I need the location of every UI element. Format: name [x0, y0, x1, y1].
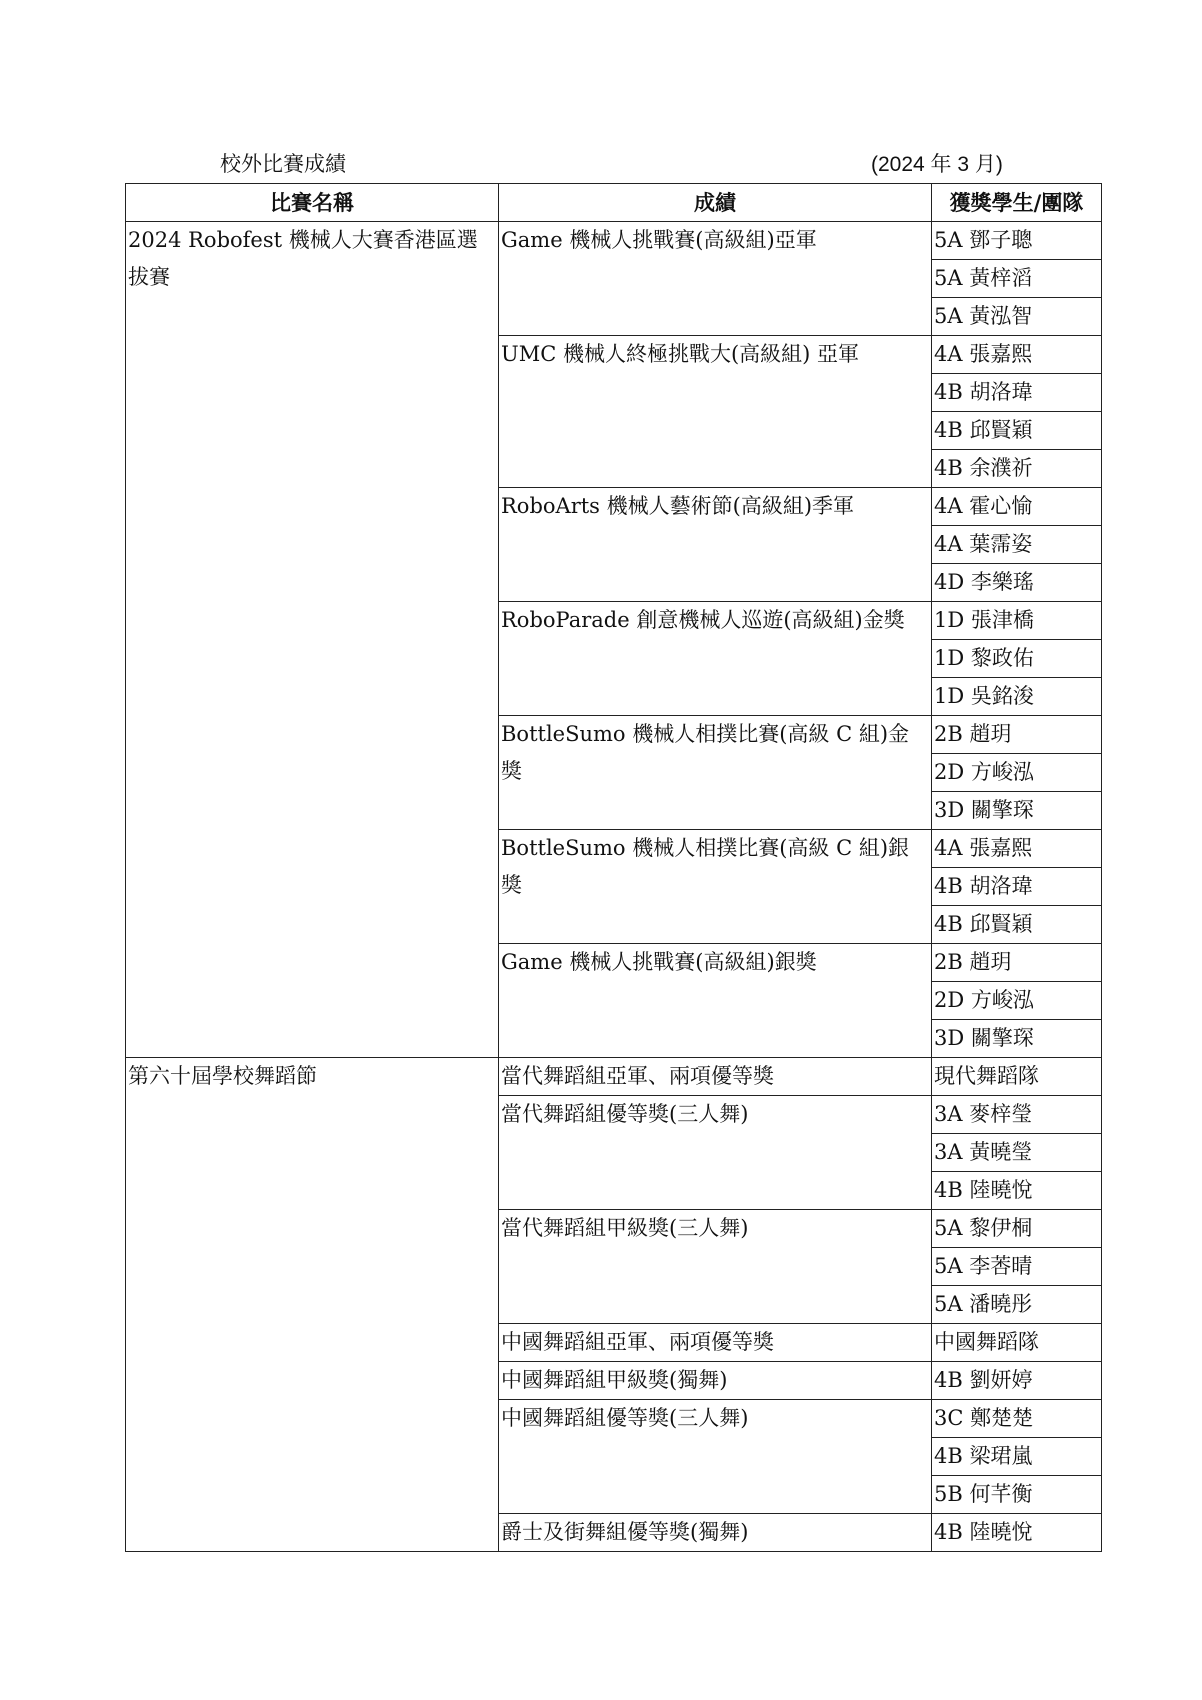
document-date: (2024 年 3 月) [871, 153, 1003, 176]
winner-cell: 3D 關擎琛 [932, 792, 1102, 830]
winner-cell: 5A 黃泓智 [932, 298, 1102, 336]
winner-cell: 4B 陸曉悅 [932, 1172, 1102, 1210]
winner-cell: 2D 方峻泓 [932, 754, 1102, 792]
table-header-row [126, 184, 1102, 222]
winner-cell: 4A 葉霈姿 [932, 526, 1102, 564]
result-cell: 中國舞蹈組甲級獎(獨舞) [499, 1362, 932, 1400]
winner-cell: 3A 麥梓瑩 [932, 1096, 1102, 1134]
result-cell: 爵士及街舞組優等獎(獨舞) [499, 1514, 932, 1552]
winner-cell: 4D 李樂瑤 [932, 564, 1102, 602]
winner-cell: 4A 張嘉熙 [932, 830, 1102, 868]
table-row [126, 222, 1102, 260]
winner-cell: 5A 李莕晴 [932, 1248, 1102, 1286]
results-table [125, 183, 1102, 1552]
result-cell: 當代舞蹈組亞軍、兩項優等獎 [499, 1058, 932, 1096]
result-cell: 當代舞蹈組甲級獎(三人舞) [499, 1210, 932, 1324]
result-cell: BottleSumo 機械人相撲比賽(高級 C 組)金獎 [499, 716, 932, 830]
winner-cell: 2B 趙玥 [932, 716, 1102, 754]
competition-name-cell: 2024 Robofest 機械人大賽香港區選拔賽 [126, 222, 499, 1058]
header-winners: 獲獎學生/團隊 [932, 184, 1102, 222]
winner-cell: 4B 邱賢穎 [932, 906, 1102, 944]
header-result: 成績 [499, 184, 932, 222]
winner-cell: 5A 黎伊桐 [932, 1210, 1102, 1248]
result-cell: RoboArts 機械人藝術節(高級組)季軍 [499, 488, 932, 602]
result-cell: Game 機械人挑戰賽(高級組)亞軍 [499, 222, 932, 336]
header-competition: 比賽名稱 [126, 184, 499, 222]
winner-cell: 3D 關擎琛 [932, 1020, 1102, 1058]
winner-cell: 4B 余濮祈 [932, 450, 1102, 488]
result-cell: 當代舞蹈組優等獎(三人舞) [499, 1096, 932, 1210]
winner-cell: 4B 梁珺嵐 [932, 1438, 1102, 1476]
winner-cell: 4B 胡洛瑋 [932, 374, 1102, 412]
winner-cell: 5A 鄧子聰 [932, 222, 1102, 260]
winner-cell: 4A 霍心愉 [932, 488, 1102, 526]
winner-cell: 5B 何芊衡 [932, 1476, 1102, 1514]
competition-name-cell: 第六十屆學校舞蹈節 [126, 1058, 499, 1552]
winner-cell: 4B 陸曉悅 [932, 1514, 1102, 1552]
winner-cell: 3A 黃曉瑩 [932, 1134, 1102, 1172]
table-row [126, 1058, 1102, 1096]
winner-cell: 1D 吳銘浚 [932, 678, 1102, 716]
result-cell: BottleSumo 機械人相撲比賽(高級 C 組)銀獎 [499, 830, 932, 944]
winner-cell: 2D 方峻泓 [932, 982, 1102, 1020]
winner-cell: 5A 潘曉彤 [932, 1286, 1102, 1324]
winner-cell: 1D 張津橋 [932, 602, 1102, 640]
winner-cell: 5A 黃梓滔 [932, 260, 1102, 298]
result-cell: Game 機械人挑戰賽(高級組)銀獎 [499, 944, 932, 1058]
result-cell: 中國舞蹈組亞軍、兩項優等獎 [499, 1324, 932, 1362]
winner-cell: 中國舞蹈隊 [932, 1324, 1102, 1362]
winner-cell: 3C 鄭楚楚 [932, 1400, 1102, 1438]
winner-cell: 4B 邱賢穎 [932, 412, 1102, 450]
result-cell: UMC 機械人終極挑戰大(高級組) 亞軍 [499, 336, 932, 488]
winner-cell: 1D 黎政佑 [932, 640, 1102, 678]
results-body [126, 222, 1102, 1552]
winner-cell: 2B 趙玥 [932, 944, 1102, 982]
document-title: 校外比賽成績 [220, 152, 346, 176]
winner-cell: 現代舞蹈隊 [932, 1058, 1102, 1096]
result-cell: RoboParade 創意機械人巡遊(高級組)金獎 [499, 602, 932, 716]
document-header [125, 148, 1095, 182]
winner-cell: 4B 劉妍婷 [932, 1362, 1102, 1400]
winner-cell: 4A 張嘉熙 [932, 336, 1102, 374]
result-cell: 中國舞蹈組優等獎(三人舞) [499, 1400, 932, 1514]
winner-cell: 4B 胡洛瑋 [932, 868, 1102, 906]
